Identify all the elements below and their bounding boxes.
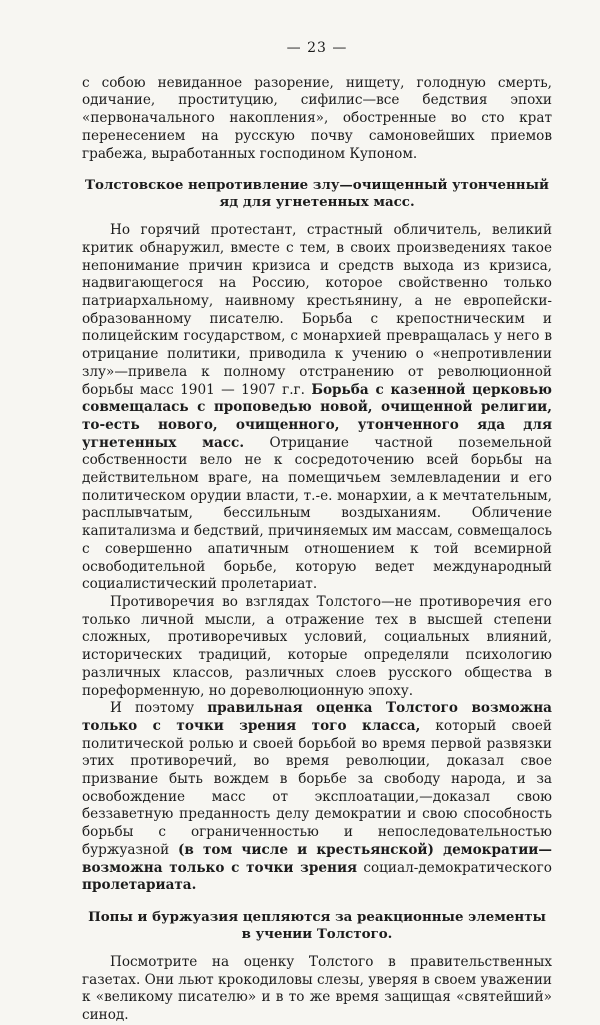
paragraph-contradictions: Противоречия во взглядах Толстого—не противоречия его только личной мысли, а отражение тех в высшей степени сложных, противоречивых условий, социальных влияний, исторических традиций, которые определяли психологию различных классов, различных слоев русского общества в пореформенную, но дореволюционную эпоху. xyxy=(82,593,552,699)
page-number: — 23 — xyxy=(286,40,348,56)
paragraph-assessment-bold-b: правильная оценка Толстого возможна только с точки зрения того класса, xyxy=(82,700,552,734)
paragraph-correct-assessment xyxy=(82,700,552,895)
paragraph-assessment-bold-d: (в том числе и крестьянской) демократии—возможна только с точки зрения xyxy=(82,841,552,876)
section-heading-priests-bourgeoisie: Попы и буржуазия цепляются за реакционные элементы в учении Толстого. xyxy=(88,908,546,942)
paragraph-critic-bold: Борьба с казенной церковью совмещалась с проповедью новой, очищенной религии, то-есть нового, очищенного, утонченного яда для угнетенных масс. xyxy=(82,381,552,451)
paragraph-assessment-text-a: И поэтому xyxy=(110,700,208,717)
paragraph-critic-text-a: Но горячий протестант, страстный обличитель, великий критик обнаружил, вместе с тем, в своих произведениях такое непонимание причин кризиса и средств выхода из кризиса, надвигающегося на Россию, которое свойственно только патриархальному, наивному крестьянину, а не европейски-образованному писателю. Борьба с крепостническим и полицейским государством, с монархией превращалась у него в отрицание политики, приводила к учению о «непротивлении злу»—привела к полному отстранению от революционной борьбы масс 1901 — 1907 г.г. xyxy=(82,222,552,398)
paragraph-critic-text-c: Отрицание частной поземельной собственности вело не к сосредоточению всей борьбы на действительном враге, на помещичьем землевладении и его политическом орудии власти, т.-е. монархии, а к мечтательным, расплывчатым, бессильным воздыханиям. Обличение капитализма и бедствий, причиняемых им массам, совмещалось с совершенно апатичным отношением к той всемирной освободительной борьбе, которую ведет международный социалистический пролетариат. xyxy=(82,434,552,593)
paragraph-assessment-text-c: который своей политической ролью и своей борьбой во время первой развязки этих противоречий, во время революции, доказал свое призвание быть вождем в борьбе за свободу народа, и за освобождение масс от эксплоатации,—доказал свою беззаветную преданность делу демократии и свою способность борьбы с ограниченностью и непоследовательностью буржуазной xyxy=(82,717,552,858)
paragraph-assessment-text-e: социал-демократического xyxy=(357,859,552,876)
paragraph-continuation: с собою невиданное разорение, нищету, голодную смерть, одичание, проституцию, сифилис—все бедствия эпохи «первоначального накопления», обостренные во сто крат перенесением на русскую почву самоновейших приемов грабежа, выработанных господином Купоном. xyxy=(82,74,552,162)
paragraph-critic xyxy=(82,222,552,594)
paragraph-government-newspapers: Посмотрите на оценку Толстого в правительственных газетах. Они льют крокодиловы слезы, уверяя в своем уважении к «великому писателю» и в то же время защищая «святейший» синод. xyxy=(82,953,552,1024)
document-page xyxy=(82,40,552,1025)
section-heading-tolstoy-nonresistance: Толстовское непротивление злу—очищенный утонченный яд для угнетенных масс. xyxy=(85,177,549,211)
paragraph-assessment-bold-f: пролетариата. xyxy=(82,877,197,894)
